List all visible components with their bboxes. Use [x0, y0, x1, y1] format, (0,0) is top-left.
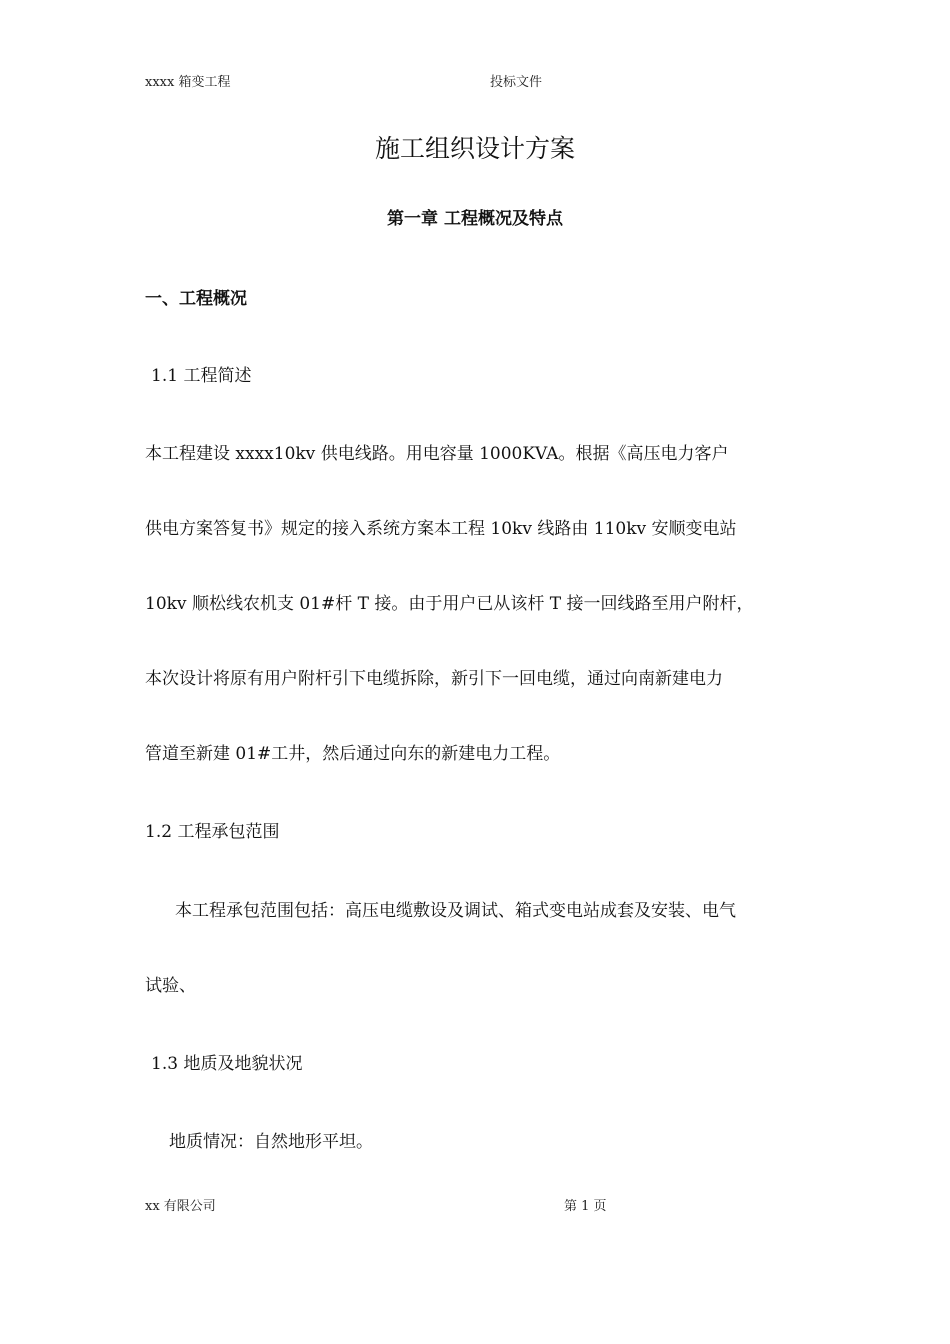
footer-company: xx 有限公司: [145, 1199, 216, 1214]
paragraph-line: 本次设计将原有用户附杆引下电缆拆除，新引下一回电缆，通过向南新建电力: [145, 669, 723, 689]
paragraph-line: 供电方案答复书》规定的接入系统方案本工程 10kv 线路由 110kv 安顺变电站: [145, 519, 737, 539]
section-heading: 一、工程概况: [145, 289, 247, 309]
header-doc-type: 投标文件: [490, 75, 543, 90]
paragraph-line: 10kv 顺松线农机支 01#杆 T 接。由于用户已从该杆 T 接一回线路至用户附杆，: [145, 594, 754, 614]
paragraph-line: 本工程承包范围包括：高压电缆敷设及调试、箱式变电站成套及安装、电气: [175, 901, 736, 921]
document-title: 施工组织设计方案: [374, 134, 575, 163]
chapter-heading: 第一章 工程概况及特点: [387, 209, 563, 229]
subsection-heading-1-2: 1.2 工程承包范围: [145, 822, 280, 842]
paragraph-line: 管道至新建 01#工井，然后通过向东的新建电力工程。: [145, 744, 561, 764]
subsection-heading-1-1: 1.1 工程简述: [151, 366, 252, 386]
subsection-heading-1-3: 1.3 地质及地貌状况: [151, 1054, 303, 1074]
paragraph-line: 本工程建设 xxxx10kv 供电线路。用电容量 1000KVA。根据《高压电力客户: [145, 444, 729, 464]
footer-page-number: 第 1 页: [564, 1199, 607, 1214]
paragraph-line: 地质情况：自然地形平坦。: [169, 1132, 373, 1152]
paragraph-line: 试验、: [145, 976, 196, 996]
header-project-name: xxxx 箱变工程: [145, 75, 231, 90]
